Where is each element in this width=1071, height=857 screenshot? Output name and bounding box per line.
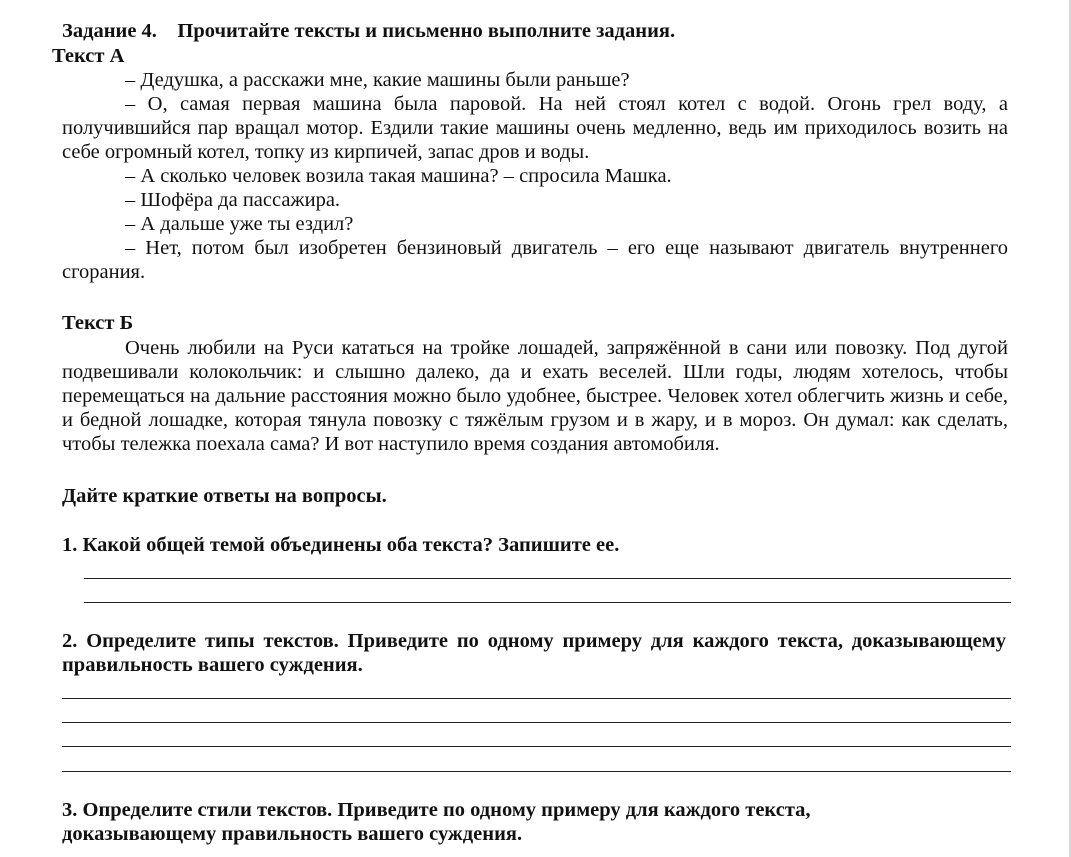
task-instruction: Прочитайте тексты и письменно выполните задания. — [177, 20, 676, 42]
text-b-heading: Текст Б — [62, 312, 134, 334]
text-a-heading: Текст А — [52, 45, 125, 67]
answer-line[interactable] — [62, 771, 1011, 772]
question-3: 3. Определите стили текстов. Приведите по одному примеру для каждого текста, доказывающему правильность вашего суждения. — [62, 799, 811, 845]
text-a-line-5: – А дальше уже ты ездил? — [125, 213, 354, 235]
answer-line[interactable] — [62, 746, 1011, 747]
task-header — [62, 19, 675, 43]
text-a-line-2: – О, самая первая машина была паровой. На ней стоял котел с водой. Огонь грел воду, а получившийся пар вращал мотор. Ездили такие машины очень медленно, ведь им приходилось возить на себе огромный котел, топку из кирпичей, запас дров и воды. — [62, 93, 1008, 163]
answer-line[interactable] — [84, 602, 1011, 603]
text-b-body: Очень любили на Руси кататься на тройке лошадей, запряжённой в сани или повозку. Под дугой подвешивали колокольчик: и слышно далеко, да и ехать веселей. Шли годы, людям хотелось, чтобы перемещаться на дальние расстояния можно было удобнее, быстрее. Человек хотел облегчить жизнь и себе, и бедной лошадке, которая тянула повозку с тяжёлым грузом и в жару, и в мороз. Он думал: как сделать, чтобы тележка поехала сама? И вот наступило время создания автомобиля. — [62, 337, 1008, 455]
answer-line[interactable] — [62, 722, 1011, 723]
question-2: 2. Определите типы текстов. Приведите по одному примеру для каждого текста, доказывающему правильность вашего суждения. — [62, 630, 1006, 676]
answers-prompt: Дайте краткие ответы на вопросы. — [62, 485, 387, 507]
answer-line[interactable] — [62, 698, 1011, 699]
question-1: 1. Какой общей темой объединены оба текста? Запишите ее. — [62, 534, 620, 556]
answer-line[interactable] — [84, 578, 1011, 579]
text-a-line-4: – Шофёра да пассажира. — [125, 189, 341, 211]
task-number: Задание 4. — [62, 20, 157, 42]
text-a-line-3: – А сколько человек возила такая машина? – спросила Машка. — [125, 165, 672, 187]
text-a-line-1: – Дедушка, а расскажи мне, какие машины были раньше? — [125, 69, 630, 91]
text-a-line-6: – Нет, потом был изобретен бензиновый двигатель – его еще называют двигатель внутреннего сгорания. — [62, 237, 1008, 283]
